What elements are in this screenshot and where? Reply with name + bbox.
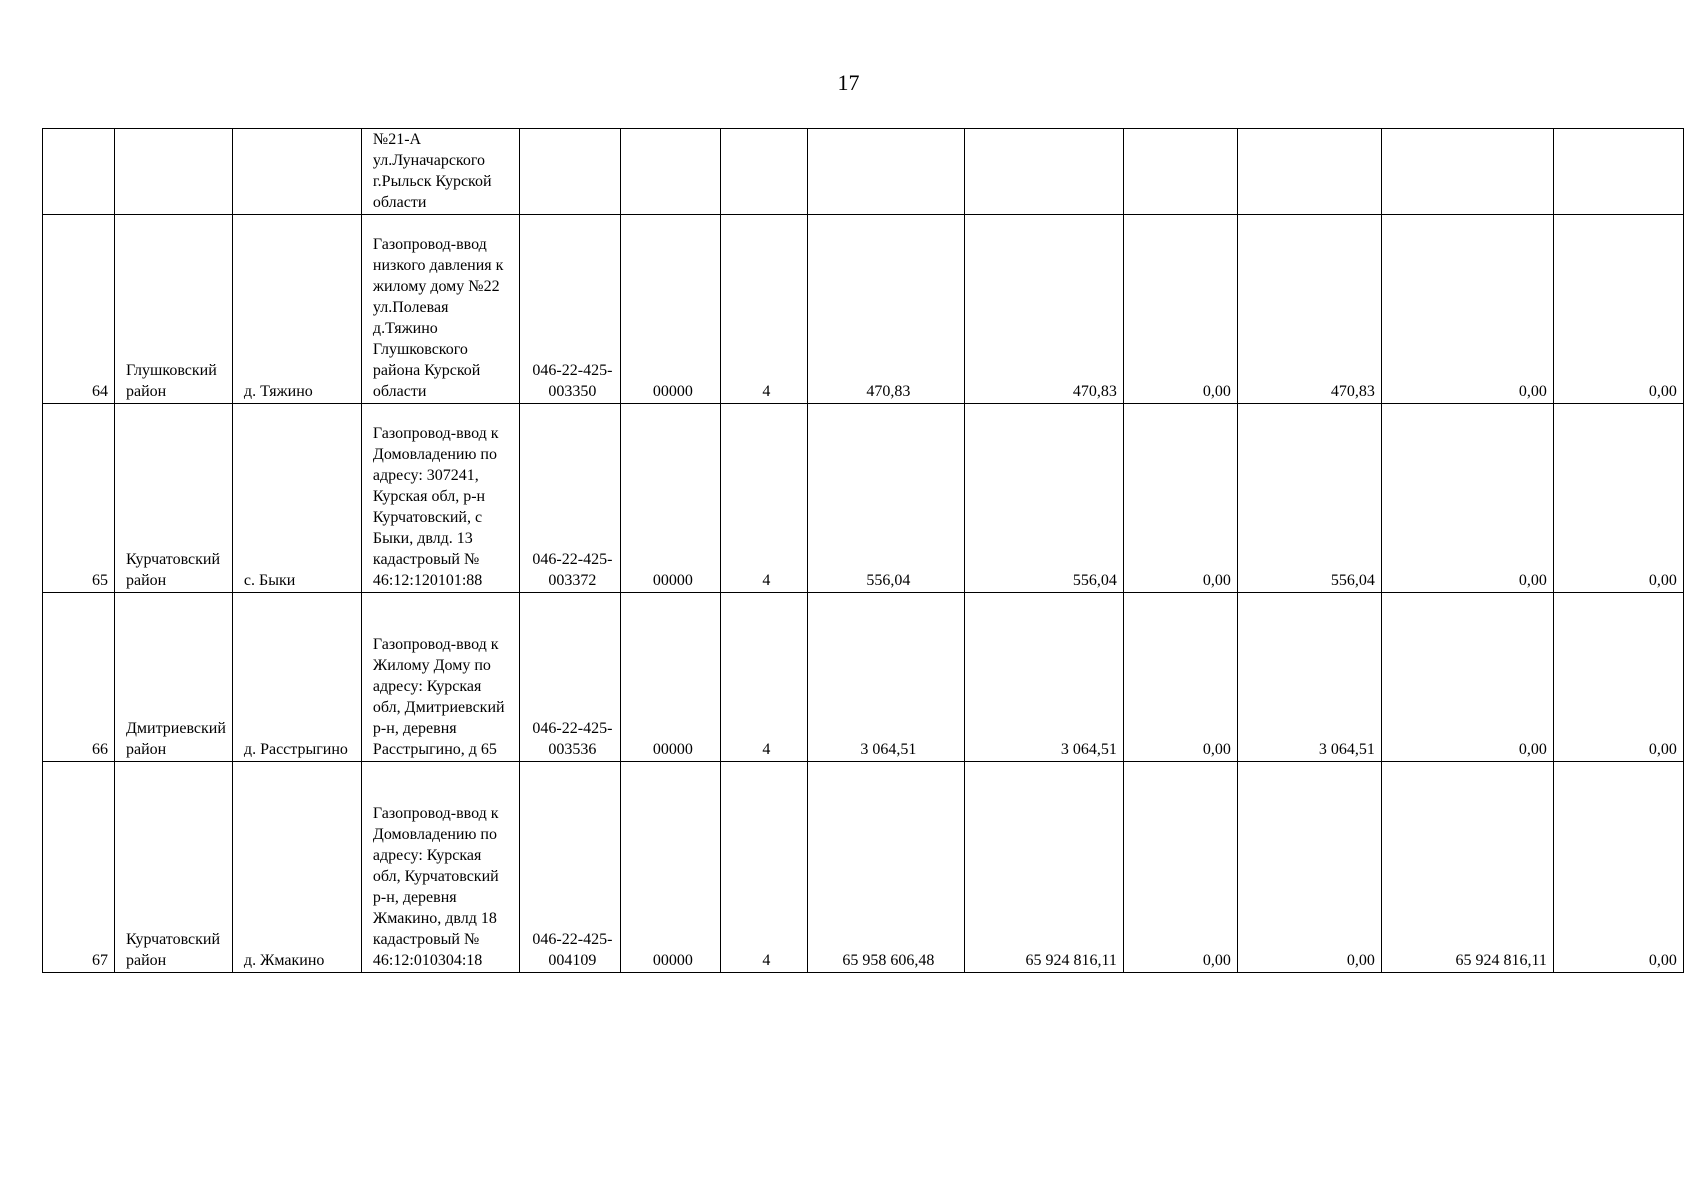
description-cell: Газопровод-ввод к Домовладению по адресу: Курская обл, Курчатовский р-н, деревня Жмакино, двлд 18 кадастровый № 46:12:010304:18	[361, 762, 519, 973]
row-number-cell: 65	[43, 404, 115, 593]
value-cell-3: 0,00	[1123, 404, 1237, 593]
value-cell-6: 0,00	[1553, 762, 1683, 973]
row-number-cell: 64	[43, 215, 115, 404]
inventory-code-cell	[519, 129, 620, 215]
okof-code-cell: 00000	[620, 593, 720, 762]
value-cell-4: 470,83	[1237, 215, 1381, 404]
value-cell-2: 3 064,51	[964, 593, 1123, 762]
description-cell: Газопровод-ввод к Жилому Дому по адресу: Курская обл, Дмитриевский р-н, деревня Расстрыгино, д 65	[361, 593, 519, 762]
value-cell-3: 0,00	[1123, 762, 1237, 973]
locality-cell: с. Быки	[232, 404, 361, 593]
district-cell	[115, 129, 233, 215]
group-cell	[720, 129, 807, 215]
value-cell-3	[1123, 129, 1237, 215]
okof-code-cell: 00000	[620, 762, 720, 973]
value-cell-5	[1381, 129, 1553, 215]
table-row	[43, 404, 1684, 593]
locality-cell	[232, 129, 361, 215]
inventory-code-cell: 046-22-425-003350	[519, 215, 620, 404]
table-row	[43, 762, 1684, 973]
group-cell: 4	[720, 404, 807, 593]
value-cell-6: 0,00	[1553, 215, 1683, 404]
table-row	[43, 593, 1684, 762]
value-cell-4: 3 064,51	[1237, 593, 1381, 762]
group-cell: 4	[720, 215, 807, 404]
okof-code-cell: 00000	[620, 404, 720, 593]
description-cell: Газопровод-ввод к Домовладению по адресу: 307241, Курская обл, р-н Курчатовский, с Быки, двлд. 13 кадастровый № 46:12:120101:88	[361, 404, 519, 593]
page-number: 17	[837, 70, 860, 95]
description-cell: №21-А ул.Луначарского г.Рыльск Курской области	[361, 129, 519, 215]
value-cell-2	[964, 129, 1123, 215]
okof-code-cell: 00000	[620, 215, 720, 404]
value-cell-2: 65 924 816,11	[964, 762, 1123, 973]
inventory-code-cell: 046-22-425-003536	[519, 593, 620, 762]
value-cell-1	[807, 129, 964, 215]
row-number-cell: 67	[43, 762, 115, 973]
value-cell-6	[1553, 129, 1683, 215]
value-cell-1: 65 958 606,48	[807, 762, 964, 973]
locality-cell: д. Тяжино	[232, 215, 361, 404]
district-cell: Дмитриевский район	[115, 593, 233, 762]
value-cell-2: 556,04	[964, 404, 1123, 593]
inventory-code-cell: 046-22-425-003372	[519, 404, 620, 593]
value-cell-4: 556,04	[1237, 404, 1381, 593]
value-cell-4: 0,00	[1237, 762, 1381, 973]
value-cell-6: 0,00	[1553, 404, 1683, 593]
okof-code-cell	[620, 129, 720, 215]
value-cell-5: 0,00	[1381, 215, 1553, 404]
value-cell-3: 0,00	[1123, 593, 1237, 762]
value-cell-5: 0,00	[1381, 593, 1553, 762]
row-number-cell	[43, 129, 115, 215]
value-cell-1: 556,04	[807, 404, 964, 593]
locality-cell: д. Расстрыгино	[232, 593, 361, 762]
table-row	[43, 129, 1684, 215]
table-row	[43, 215, 1684, 404]
value-cell-3: 0,00	[1123, 215, 1237, 404]
district-cell: Курчатовский район	[115, 762, 233, 973]
asset-registry-table	[42, 128, 1684, 973]
value-cell-1: 3 064,51	[807, 593, 964, 762]
row-number-cell: 66	[43, 593, 115, 762]
inventory-code-cell: 046-22-425-004109	[519, 762, 620, 973]
value-cell-6: 0,00	[1553, 593, 1683, 762]
group-cell: 4	[720, 762, 807, 973]
district-cell: Курчатовский район	[115, 404, 233, 593]
description-cell: Газопровод-ввод низкого давления к жилому дому №22 ул.Полевая д.Тяжино Глушковского района Курской области	[361, 215, 519, 404]
district-cell: Глушковский район	[115, 215, 233, 404]
value-cell-5: 0,00	[1381, 404, 1553, 593]
value-cell-1: 470,83	[807, 215, 964, 404]
locality-cell: д. Жмакино	[232, 762, 361, 973]
table-body	[43, 129, 1684, 973]
value-cell-5: 65 924 816,11	[1381, 762, 1553, 973]
value-cell-2: 470,83	[964, 215, 1123, 404]
value-cell-4	[1237, 129, 1381, 215]
group-cell: 4	[720, 593, 807, 762]
